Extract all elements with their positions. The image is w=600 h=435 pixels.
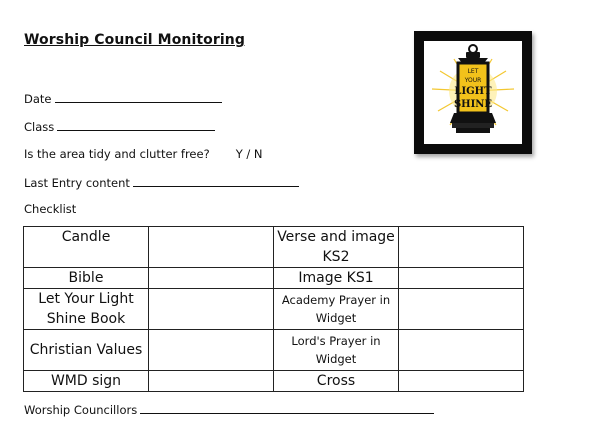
checklist-item-lords-prayer: Lord's Prayer in Widget	[274, 330, 399, 371]
tidy-question	[24, 147, 263, 161]
checklist-table	[23, 226, 524, 392]
table-row	[24, 289, 524, 330]
worship-councillors-label: Worship Councillors	[24, 403, 138, 417]
logo-word-shine: SHINE	[453, 99, 493, 110]
checklist-item-christian-values: Christian Values	[24, 330, 149, 371]
checklist-check-cell-christian-values[interactable]	[149, 330, 274, 371]
table-row	[24, 268, 524, 289]
logo-word-light: LIGHT	[454, 86, 492, 97]
checklist-check-cell-candle[interactable]	[149, 227, 274, 268]
logo-word-your: YOUR	[464, 77, 482, 84]
checklist-item-candle: Candle	[24, 227, 149, 268]
last-entry-label: Last Entry content	[24, 176, 130, 190]
table-row	[24, 227, 524, 268]
checklist-heading: Checklist	[24, 202, 77, 216]
table-row	[24, 371, 524, 392]
date-field	[24, 91, 222, 106]
class-blank-line[interactable]	[57, 119, 215, 131]
checklist-check-cell-verse-image[interactable]	[399, 227, 524, 268]
checklist-item-bible: Bible	[24, 268, 149, 289]
checklist-check-cell-image-ks1[interactable]	[399, 268, 524, 289]
checklist-item-wmd-sign: WMD sign	[24, 371, 149, 392]
checklist-check-cell-light-shine-book[interactable]	[149, 289, 274, 330]
worship-councillors-blank-line[interactable]	[140, 402, 434, 414]
last-entry-blank-line[interactable]	[133, 175, 299, 187]
lantern-icon	[424, 41, 522, 144]
tidy-question-label: Is the area tidy and clutter free?	[24, 147, 210, 161]
tidy-yes-no-options[interactable]: Y / N	[235, 147, 263, 161]
page-title: Worship Council Monitoring	[24, 32, 245, 48]
checklist-item-image-ks1: Image KS1	[274, 268, 399, 289]
logo-word-let: LET	[467, 68, 479, 75]
checklist-item-academy-prayer: Academy Prayer in Widget	[274, 289, 399, 330]
checklist-check-cell-wmd-sign[interactable]	[149, 371, 274, 392]
checklist-check-cell-lords-prayer[interactable]	[399, 330, 524, 371]
logo-inner	[424, 41, 522, 144]
checklist-check-cell-bible[interactable]	[149, 268, 274, 289]
let-your-light-shine-logo	[414, 31, 532, 154]
checklist-item-light-shine-book: Let Your Light Shine Book	[24, 289, 149, 330]
date-blank-line[interactable]	[55, 91, 222, 103]
checklist-item-cross: Cross	[274, 371, 399, 392]
class-field	[24, 119, 215, 134]
table-row	[24, 330, 524, 371]
class-label: Class	[24, 120, 55, 134]
checklist-check-cell-cross[interactable]	[399, 371, 524, 392]
checklist-item-verse-image: Verse and image KS2	[274, 227, 399, 268]
last-entry-field	[24, 175, 299, 190]
checklist-check-cell-academy-prayer[interactable]	[399, 289, 524, 330]
worship-councillors-field	[24, 402, 434, 417]
date-label: Date	[24, 92, 52, 106]
